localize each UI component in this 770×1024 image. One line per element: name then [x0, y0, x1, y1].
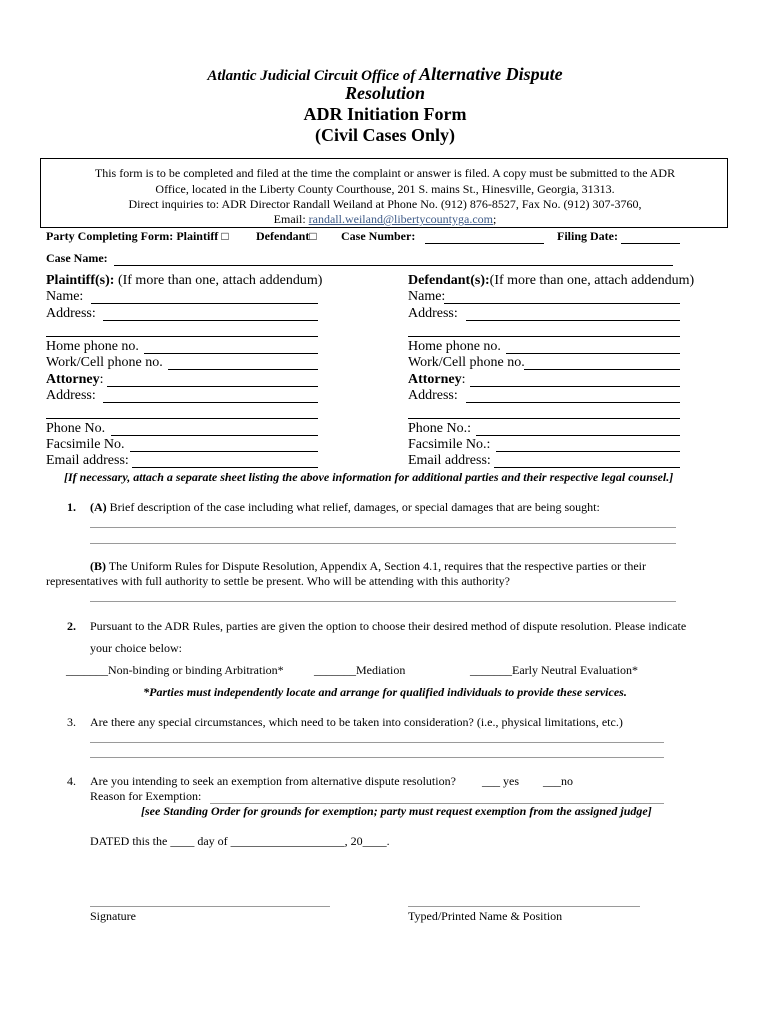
q2-option-mediation[interactable]: _______Mediation [314, 663, 406, 677]
case-name-field[interactable] [114, 265, 673, 266]
defendant-email-field[interactable] [494, 467, 680, 468]
plaintiff-attorney-label [46, 372, 104, 388]
plaintiff-address-field[interactable] [103, 320, 318, 321]
defendant-fax-field[interactable] [496, 451, 680, 452]
plaintiff-attorney-colon: : [99, 372, 104, 387]
q3-text: Are there any special circumstances, which need to be taken into consideration? (i.e., physical limitations, etc.) [90, 715, 623, 729]
q1b-answer-line[interactable] [90, 601, 676, 602]
additional-parties-note: [If necessary, attach a separate sheet listing the above information for additional parties and their respective legal counsel.] [64, 470, 674, 484]
defendant-address-label: Address: [408, 306, 458, 321]
q4-note: [see Standing Order for grounds for exemption; party must request exemption from the assigned judge] [141, 804, 652, 818]
plaintiff-name-label: Name: [46, 289, 84, 304]
q1b-label: (B) [90, 559, 106, 573]
q4-text: Are you intending to seek an exemption from alternative dispute resolution? [90, 774, 456, 788]
party-completing-row [46, 229, 229, 244]
defendants-heading-label: Defendant(s): [408, 273, 490, 288]
signature-line[interactable] [90, 906, 330, 907]
filing-date-label: Filing Date: [557, 229, 618, 243]
plaintiff-address-label: Address: [46, 306, 96, 321]
case-number-label: Case Number: [341, 229, 416, 243]
defendant-option [256, 229, 317, 244]
q2-text-1: Pursuant to the ADR Rules, parties are given the option to choose their desired method of dispute resolution. Please indicate [90, 619, 687, 633]
form-subtitle: (Civil Cases Only) [314, 125, 455, 145]
defendant-attorney-address-label: Address: [408, 388, 458, 403]
defendant-work-phone-field[interactable] [524, 369, 680, 370]
typed-name-line[interactable] [408, 906, 640, 907]
notice-email-link[interactable]: randall.weiland@libertycountyga.com [308, 212, 493, 226]
notice-line-1: This form is to be completed and filed at the time the complaint or answer is filed. A copy must be submitted to the ADR [94, 166, 676, 180]
q3-number: 3. [67, 715, 76, 729]
defendants-heading [408, 273, 694, 289]
notice-email-line [0, 212, 770, 227]
q4-yes-option[interactable]: ___ yes [482, 774, 519, 788]
defendant-phone-field[interactable] [476, 435, 680, 436]
notice-line-3: Direct inquiries to: ADR Director Randall Weiland at Phone No. (912) 876-8527, Fax No. (912) 307-3760, [128, 197, 642, 211]
q4-no-option[interactable]: ___no [543, 774, 573, 788]
signature-label: Signature [90, 909, 136, 923]
defendant-attorney-word: Attorney [408, 372, 462, 387]
q1a-answer-line-1[interactable] [90, 527, 676, 528]
case-number-field[interactable] [425, 243, 544, 244]
q4-number: 4. [67, 774, 76, 788]
q3-answer-line-1[interactable] [90, 742, 664, 743]
plaintiff-work-phone-field[interactable] [168, 369, 318, 370]
q2-option-arbitration[interactable]: _______Non-binding or binding Arbitration* [66, 663, 284, 677]
office-heading-part3: Resolution [344, 83, 426, 103]
q1a-answer-line-2[interactable] [90, 543, 676, 544]
plaintiffs-heading [46, 273, 322, 289]
plaintiff-fax-field[interactable] [130, 451, 318, 452]
defendant-attorney-colon: : [461, 372, 466, 387]
defendant-attorney-label [408, 372, 466, 388]
defendant-attorney-address-field[interactable] [466, 402, 680, 403]
q1b-question [90, 559, 646, 574]
q2-option-early-neutral[interactable]: _______Early Neutral Evaluation* [470, 663, 638, 677]
defendant-checkbox[interactable]: □ [309, 229, 317, 243]
filing-date-field[interactable] [621, 243, 680, 244]
q1-number: 1. [67, 500, 76, 514]
defendant-name-label: Name: [408, 289, 446, 304]
q2-number: 2. [67, 619, 76, 633]
notice-line-2: Office, located in the Liberty County Courthouse, 201 S. mains St., Hinesville, Georgia, 31313. [155, 182, 615, 196]
plaintiffs-heading-label: Plaintiff(s): [46, 273, 115, 288]
defendant-address-field-2[interactable] [408, 336, 680, 337]
q4-reason-label: Reason for Exemption: [90, 789, 202, 803]
defendant-phone-label: Phone No.: [408, 421, 471, 436]
plaintiff-attorney-word: Attorney [46, 372, 100, 387]
plaintiff-attorney-address-field[interactable] [103, 402, 318, 403]
form-title: ADR Initiation Form [303, 104, 467, 124]
party-completing-label: Party Completing Form: [46, 229, 174, 243]
q1b-text-1: The Uniform Rules for Dispute Resolution, Appendix A, Section 4.1, requires that the respective parties or their [108, 559, 647, 573]
plaintiffs-heading-note: (If more than one, attach addendum) [114, 273, 323, 288]
q2-note: *Parties must independently locate and arrange for qualified individuals to provide these services. [143, 685, 627, 699]
plaintiff-address-field-2[interactable] [46, 336, 318, 337]
notice-email-label: Email: [273, 212, 306, 226]
typed-name-label: Typed/Printed Name & Position [408, 909, 563, 923]
office-heading-part2: Alternative Dispute [419, 64, 563, 84]
defendant-option-label: Defendant [256, 229, 310, 243]
q1a-text: Brief description of the case including what relief, damages, or special damages that are being sought: [109, 500, 600, 514]
defendant-address-field[interactable] [466, 320, 680, 321]
plaintiff-attorney-address-label: Address: [46, 388, 96, 403]
notice-email-end: ; [492, 212, 497, 226]
office-heading-part1: Atlantic Judicial Circuit Office of [207, 68, 416, 84]
plaintiff-fax-label: Facsimile No. [46, 437, 125, 452]
defendant-email-label: Email address: [408, 453, 491, 468]
case-name-label: Case Name: [46, 251, 108, 265]
defendants-heading-note: (If more than one, attach addendum) [489, 273, 695, 288]
defendant-attorney-field[interactable] [470, 386, 680, 387]
plaintiff-phone-label: Phone No. [46, 421, 106, 436]
defendant-home-phone-field[interactable] [506, 353, 680, 354]
q1a-question [90, 500, 600, 515]
q1b-text-2: representatives with full authority to settle be present. Who will be attending with this authority? [46, 574, 511, 588]
defendant-attorney-address-field-2[interactable] [408, 418, 680, 419]
office-heading [0, 64, 770, 85]
plaintiff-home-phone-label: Home phone no. [46, 339, 139, 354]
plaintiff-attorney-address-field-2[interactable] [46, 418, 318, 419]
q1a-label: (A) [90, 500, 107, 514]
plaintiff-option-label: Plaintiff [176, 229, 219, 243]
plaintiff-phone-field[interactable] [111, 435, 318, 436]
q3-answer-line-2[interactable] [90, 757, 664, 758]
defendant-name-field[interactable] [444, 303, 680, 304]
plaintiff-checkbox[interactable]: □ [221, 229, 229, 243]
q2-text-2: your choice below: [90, 641, 182, 655]
plaintiff-email-field[interactable] [132, 467, 318, 468]
plaintiff-name-field[interactable] [91, 303, 318, 304]
defendant-home-phone-label: Home phone no. [408, 339, 501, 354]
plaintiff-home-phone-field[interactable] [144, 353, 318, 354]
defendant-work-phone-label: Work/Cell phone no. [408, 355, 525, 370]
plaintiff-attorney-field[interactable] [107, 386, 318, 387]
plaintiff-work-phone-label: Work/Cell phone no. [46, 355, 163, 370]
dated-line[interactable]: DATED this the ____ day of ___________________, 20____. [90, 834, 390, 848]
defendant-fax-label: Facsimile No.: [408, 437, 491, 452]
plaintiff-email-label: Email address: [46, 453, 129, 468]
